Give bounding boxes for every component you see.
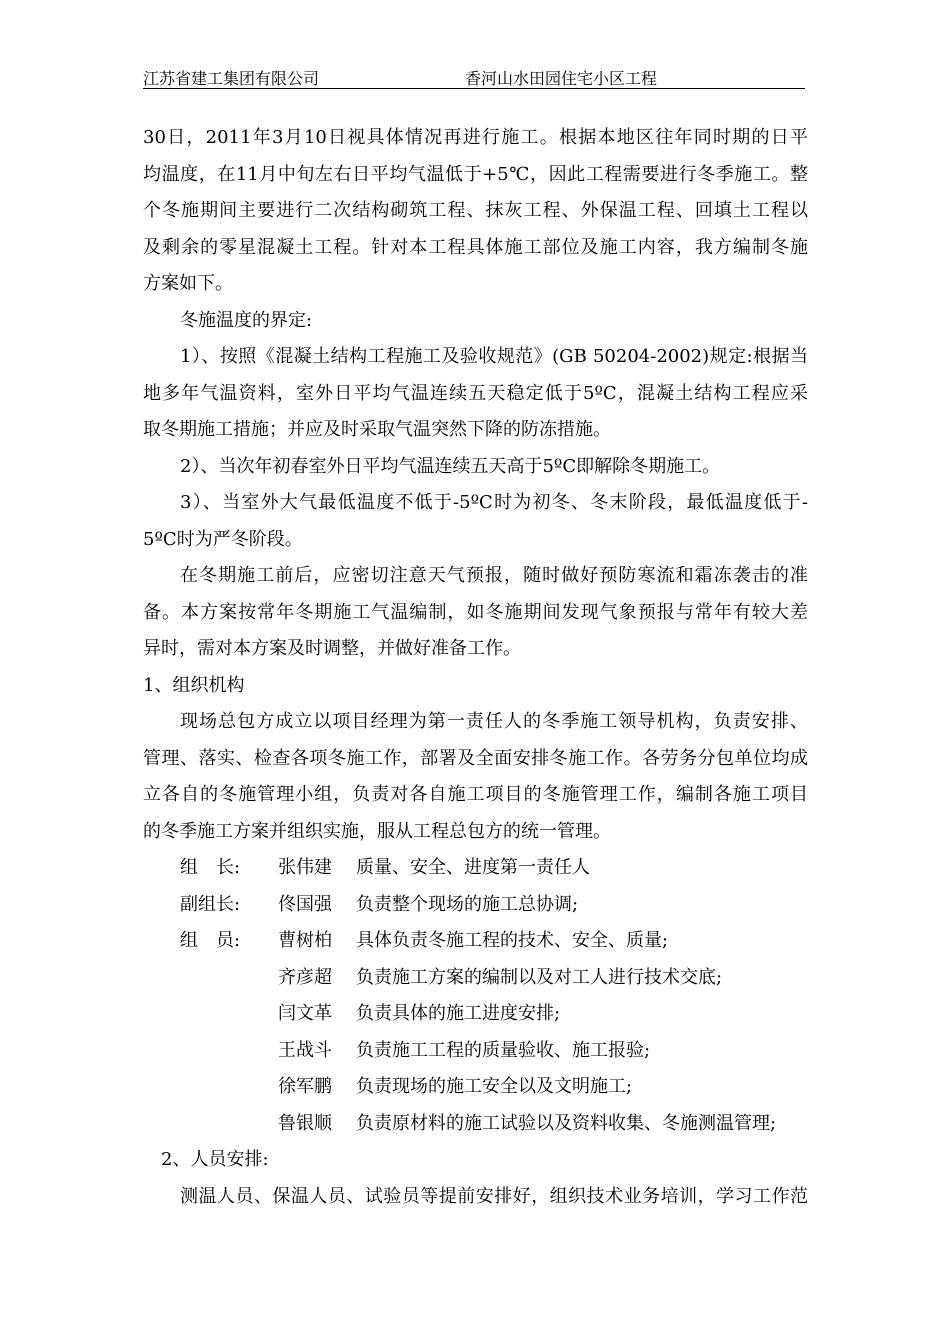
- section-1-title: 1、组织机构: [143, 674, 245, 696]
- member-duty: 具体负责冬施工程的技术、安全、质量;: [356, 930, 669, 951]
- temperature-title: 冬施温度的界定:: [180, 309, 313, 331]
- project-name: 香河山水田园住宅小区工程: [465, 69, 658, 88]
- page-header: [143, 64, 805, 89]
- member-row: [143, 850, 808, 887]
- member-role: 组 长:: [180, 857, 241, 878]
- section-2-title: 2、人员安排:: [161, 1149, 269, 1170]
- staff-line: 测温人员、保温人员、试验员等提前安排好，组织技术业务培训，学习工作范: [180, 1185, 808, 1207]
- weather-line: 备。本方案按常年冬期施工气温编制，如冬施期间发现气象预报与常年有较大差: [143, 601, 808, 623]
- member-name: 王战斗: [278, 1039, 332, 1061]
- member-name: 闫文革: [278, 1003, 332, 1024]
- member-role: 副组长:: [180, 893, 241, 915]
- org-line: 立各自的冬施管理小组，负责对各自施工项目的冬施管理工作，编制各施工项目: [143, 784, 808, 805]
- member-duty: 负责施工工程的质量验收、施工报验;: [356, 1039, 651, 1061]
- member-duty: 质量、安全、进度第一责任人: [356, 857, 590, 878]
- member-row: [143, 887, 808, 924]
- member-name: 徐军鹏: [278, 1076, 332, 1097]
- document-body: [143, 120, 808, 1215]
- member-row: [143, 1033, 808, 1070]
- company-name: 江苏省建工集团有限公司: [143, 69, 320, 88]
- member-name: 张伟建: [278, 857, 332, 878]
- member-duty: 负责现场的施工安全以及文明施工;: [356, 1076, 633, 1097]
- member-row: [143, 1106, 808, 1143]
- weather-line: 异时，需对本方案及时调整，并做好准备工作。: [143, 638, 521, 659]
- text-line: 及剩余的零星混凝土工程。针对本工程具体施工部位及施工内容，我方编制冬施: [143, 236, 808, 258]
- member-role: [143, 1033, 278, 1070]
- member-name: 齐彦超: [278, 966, 332, 988]
- member-name: 鲁银顺: [278, 1112, 332, 1134]
- weather-line: 在冬期施工前后，应密切注意天气预报，随时做好预防寒流和霜冻袭击的准: [180, 565, 808, 586]
- rule-2-line: 2）、当次年初春室外日平均气温连续五天高于5ºC即解除冬期施工。: [180, 455, 721, 477]
- rule-1-line: 1）、按照《混凝土结构工程施工及验收规范》(GB 50204-2002)规定:根据当: [180, 346, 808, 367]
- member-role: [143, 960, 278, 997]
- rule-3-line: 5ºC时为严冬阶段。: [143, 528, 303, 550]
- member-duty: 负责原材料的施工试验以及资料收集、冬施测温管理;: [356, 1112, 777, 1134]
- member-role: 组 员:: [180, 930, 241, 951]
- member-role: [143, 996, 278, 1033]
- rule-3-line: 3）、当室外大气最低温度不低于-5ºC时为初冬、冬末阶段，最低温度低于-: [180, 492, 808, 513]
- org-line: 的冬季施工方案并组织实施，服从工程总包方的统一管理。: [143, 820, 611, 842]
- member-row: [143, 1069, 808, 1106]
- org-line: 管理、落实、检查各项冬施工作，部署及全面安排冬施工作。各劳务分包单位均成: [143, 747, 808, 769]
- text-line: 30日，2011年3月10日视具体情况再进行施工。根据本地区往年同时期的日平: [143, 127, 808, 148]
- rule-1-line: 地多年气温资料，室外日平均气温连续五天稳定低于5ºC，混凝土结构工程应采: [143, 382, 808, 404]
- text-line: 方案如下。: [143, 273, 233, 294]
- member-name: 佟国强: [278, 893, 332, 915]
- member-role: [143, 1069, 278, 1106]
- member-row: [143, 960, 808, 997]
- member-duty: 负责具体的施工进度安排;: [356, 1003, 561, 1024]
- member-duty: 负责施工方案的编制以及对工人进行技术交底;: [356, 966, 723, 988]
- text-line: 均温度，在11月中旬左右日平均气温低于+5℃，因此工程需要进行冬季施工。整: [143, 163, 808, 185]
- org-line: 现场总包方成立以项目经理为第一责任人的冬季施工领导机构，负责安排、: [180, 711, 808, 732]
- member-name: 曹树柏: [278, 930, 332, 951]
- rule-1-line: 取冬期施工措施；并应及时采取气温突然下降的防冻措施。: [143, 419, 611, 440]
- text-line: 个冬施期间主要进行二次结构砌筑工程、抹灰工程、外保温工程、回填土工程以: [143, 200, 808, 221]
- member-row: [143, 923, 808, 960]
- member-role: [143, 1106, 278, 1143]
- member-duty: 负责整个现场的施工总协调;: [356, 893, 579, 915]
- member-row: [143, 996, 808, 1033]
